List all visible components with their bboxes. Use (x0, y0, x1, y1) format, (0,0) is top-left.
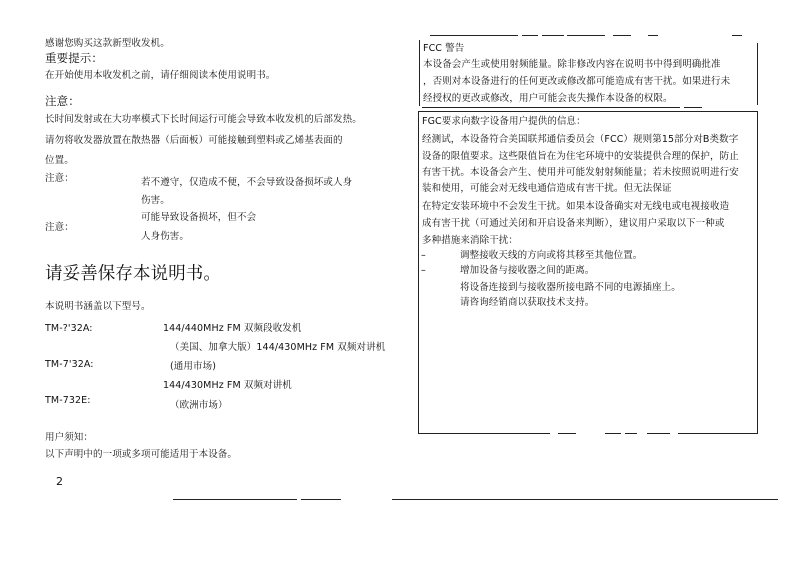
box-separator (418, 111, 757, 112)
model-desc-line: 144/440MHz FM 双频段收发机 (163, 323, 302, 334)
fgc-line: 多种措施来消除干扰： (422, 235, 519, 246)
caution1-label: 注意： (45, 173, 74, 184)
box-separator (684, 107, 702, 108)
fgc-box-left-border (418, 111, 419, 433)
model-desc-line: （美国、加拿大版）144/430MHz FM 双频对讲机 (170, 342, 386, 353)
fgc-line: 成有害干扰（可通过关闭和开启设备来判断），建议用户采取以下一种或 (422, 218, 725, 229)
top-rule (430, 35, 518, 36)
caution1-line: 若不遵守，仅造成不便，不会导致设备损坏或人身 (141, 177, 353, 188)
box-bottom-rule (605, 433, 621, 434)
fcc-line: 经授权的更改或修改，用户可能会丧失操作本设备的权限。 (423, 93, 673, 104)
notice-line: 请勿将收发器放置在散热器（后面板）可能接触到塑料或乙烯基表面的 (45, 135, 343, 146)
box-bottom-rule (418, 433, 550, 434)
thanks-text: 感谢您购买这款新型收发机。 (45, 38, 170, 49)
fgc-line: 有害干扰。本设备会产生、使用并可能发射射频能量；若未按照说明进行安 (422, 167, 739, 178)
fcc-line: 本设备会产生或使用射频能量。除非修改内容在说明书中得到明确批准 (423, 59, 721, 70)
fgc-line: 设备的限值要求。这些限值旨在为住宅环境中的安装提供合理的保护，防止 (422, 151, 739, 162)
caution2-line: 可能导致设备损坏，但不会 (141, 212, 257, 223)
page-number: 2 (56, 475, 64, 488)
user-notice-heading: 用户须知： (45, 432, 94, 443)
fgc-title: FGC要求向数字设备用户提供的信息： (422, 116, 586, 127)
measure-dash: – (421, 250, 426, 261)
notice-heading: 注意： (45, 94, 80, 108)
top-rule (732, 35, 742, 36)
measure-text: 请咨询经销商以获取技术支持。 (460, 297, 595, 308)
top-rule (522, 35, 538, 36)
notice-line: 长时间发射或在大功率模式下长时间运行可能会导致本收发机的后部发热。 (45, 114, 362, 125)
bottom-rule (301, 499, 341, 500)
bottom-rule (173, 499, 297, 500)
top-rule (542, 35, 564, 36)
model-label: TM-7'32A: (45, 359, 94, 370)
measure-dash: – (421, 265, 426, 276)
box-separator (422, 107, 680, 108)
fgc-line: 在特定安装环境中不会发生干扰。如果本设备确实对无线电或电视接收造 (422, 201, 730, 212)
fgc-box-right-border (757, 111, 758, 433)
fgc-line: 装和使用，可能会对无线电通信造成有害干扰。但无法保证 (422, 183, 672, 194)
caution2-line: 人身伤害。 (141, 231, 190, 242)
top-rule (648, 35, 658, 36)
fcc-title: FCC 警告 (423, 43, 465, 54)
bottom-rule (392, 499, 778, 500)
box-bottom-rule (678, 433, 758, 434)
fcc-box-left-border (419, 40, 420, 106)
model-desc-line: 144/430MHz FM 双频对讲机 (163, 380, 292, 391)
notice-line: 位置。 (45, 155, 74, 166)
model-desc-line: (通用市场) (170, 361, 217, 372)
box-bottom-rule (625, 433, 637, 434)
measure-text: 将设备连接到与接收器所接电路不同的电源插座上。 (460, 282, 681, 293)
important-text: 在开始使用本收发机之前，请仔细阅读本使用说明书。 (45, 70, 276, 81)
covers-text: 本说明书涵盖以下型号。 (45, 301, 151, 312)
fcc-box-right-border (757, 43, 758, 105)
model-desc-line: （欧洲市场） (170, 400, 228, 411)
measure-text: 调整接收天线的方向或将其移至其他位置。 (460, 250, 643, 261)
user-notice-text: 以下声明中的一项或多项可能适用于本设备。 (45, 449, 238, 460)
important-heading: 重要提示： (45, 51, 103, 65)
model-label: TM-732E: (45, 395, 91, 406)
box-bottom-rule (558, 433, 576, 434)
top-rule (613, 35, 631, 36)
measure-text: 增加设备与接收器之间的距离。 (460, 265, 595, 276)
model-label: TM-?'32A: (45, 323, 93, 334)
fcc-line: ，否则对本设备进行的任何更改或修改都可能造成有害干扰。如果进行未 (423, 76, 731, 87)
caution2-label: 注意： (45, 222, 74, 233)
top-rule (567, 35, 605, 36)
keep-manual-heading: 请妥善保存本说明书。 (45, 264, 221, 284)
fgc-line: 经测试，本设备符合美国联邦通信委员会（FCC）规则第15部分对B类数字 (422, 134, 739, 145)
caution1-line: 伤害。 (141, 195, 170, 206)
box-bottom-rule (647, 433, 670, 434)
